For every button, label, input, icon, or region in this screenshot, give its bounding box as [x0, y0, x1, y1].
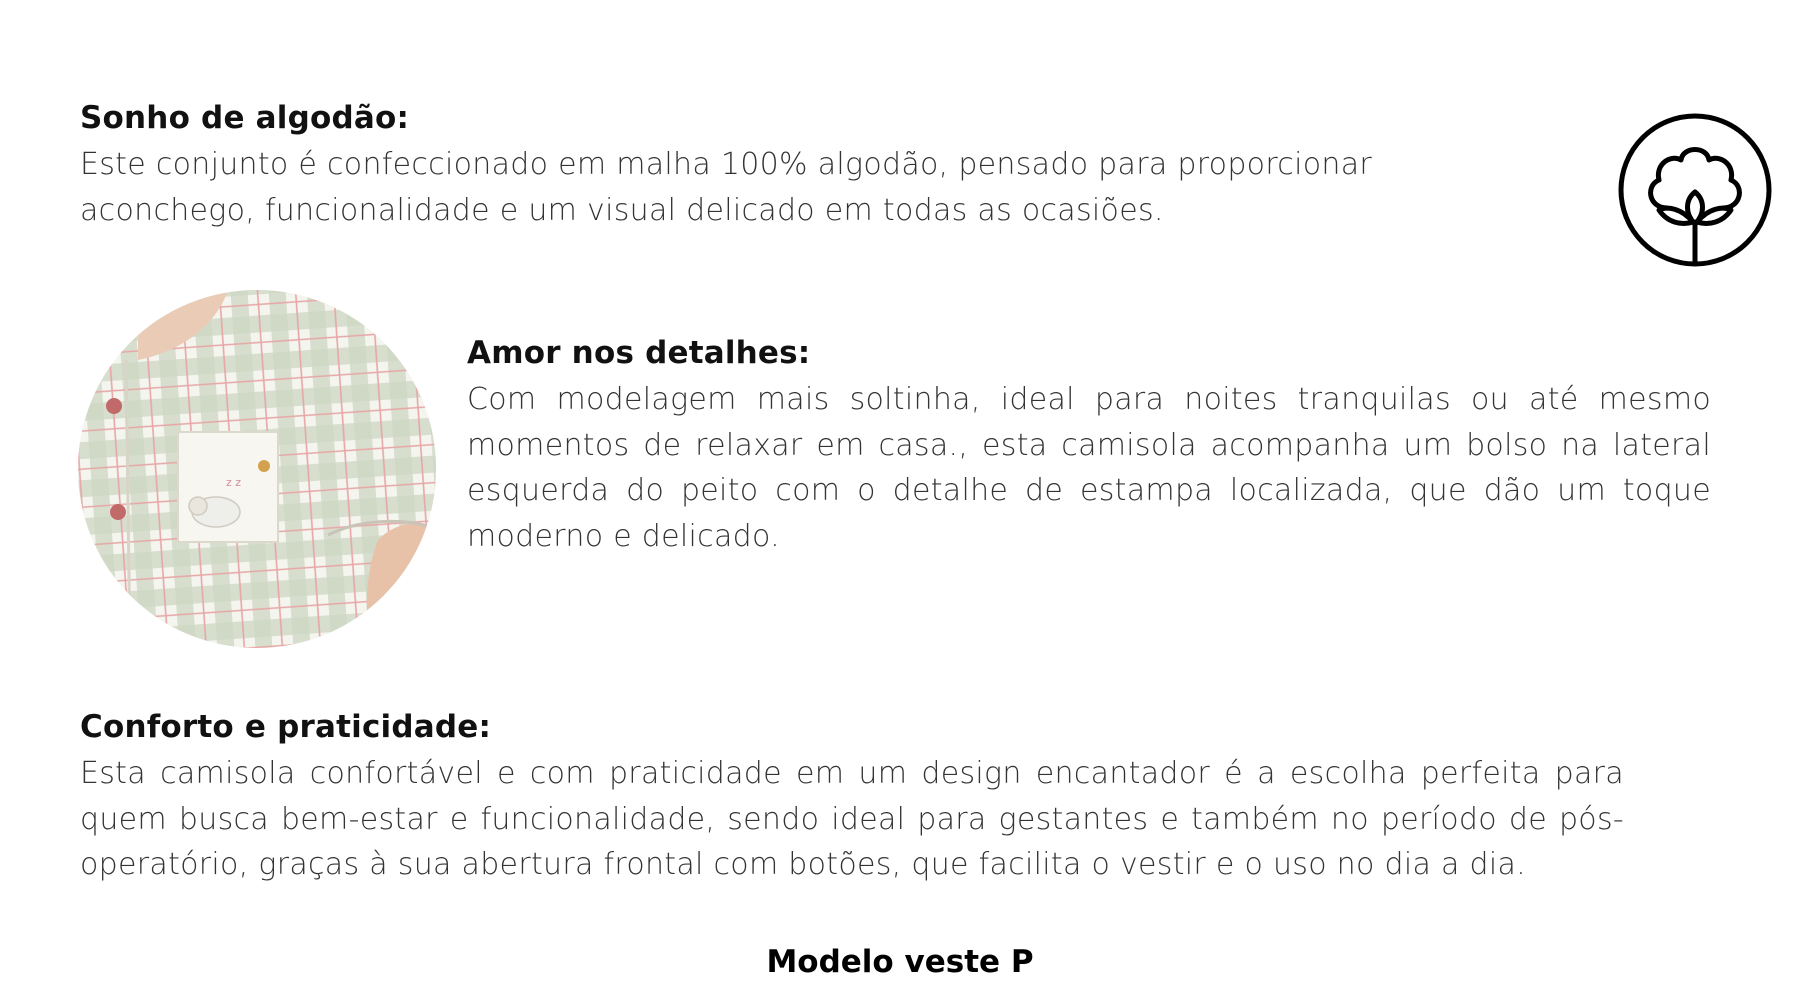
section-title-comfort: Conforto e praticidade:	[80, 709, 492, 745]
model-size-note: Modelo veste P	[766, 944, 1034, 980]
product-detail-photo	[78, 290, 436, 648]
section-title-cotton: Sonho de algodão:	[80, 100, 410, 136]
section-text-cotton: Este conjunto é confeccionado em malha 100% algodão, pensado para proporcionar aconchego, funcionalidade e um visual delicado em todas as ocasiões.	[80, 147, 1373, 228]
svg-text:z z: z z	[226, 476, 242, 489]
section-text-details: Com modelagem mais soltinha, ideal para noites tranquilas ou até mesmo momentos de relaxar em casa., esta camisola acompanha um bolso na lateral esquerda do peito com o detalhe de estampa localizada, que dão um toque moderno e delicado.	[467, 382, 1711, 554]
section-text-comfort: Esta camisola confortável e com praticidade em um design encantador é a escolha perfeita para quem busca bem-estar e funcionalidade, sendo ideal para gestantes e também no período de pós-operatório, graças à sua abertura frontal com botões, que facilita o vestir e o uso no dia a dia.	[80, 756, 1624, 882]
section-title-details: Amor nos detalhes:	[467, 335, 811, 371]
cotton-flower-icon	[1615, 110, 1775, 270]
plaid-nightgown-illustration	[78, 290, 436, 648]
